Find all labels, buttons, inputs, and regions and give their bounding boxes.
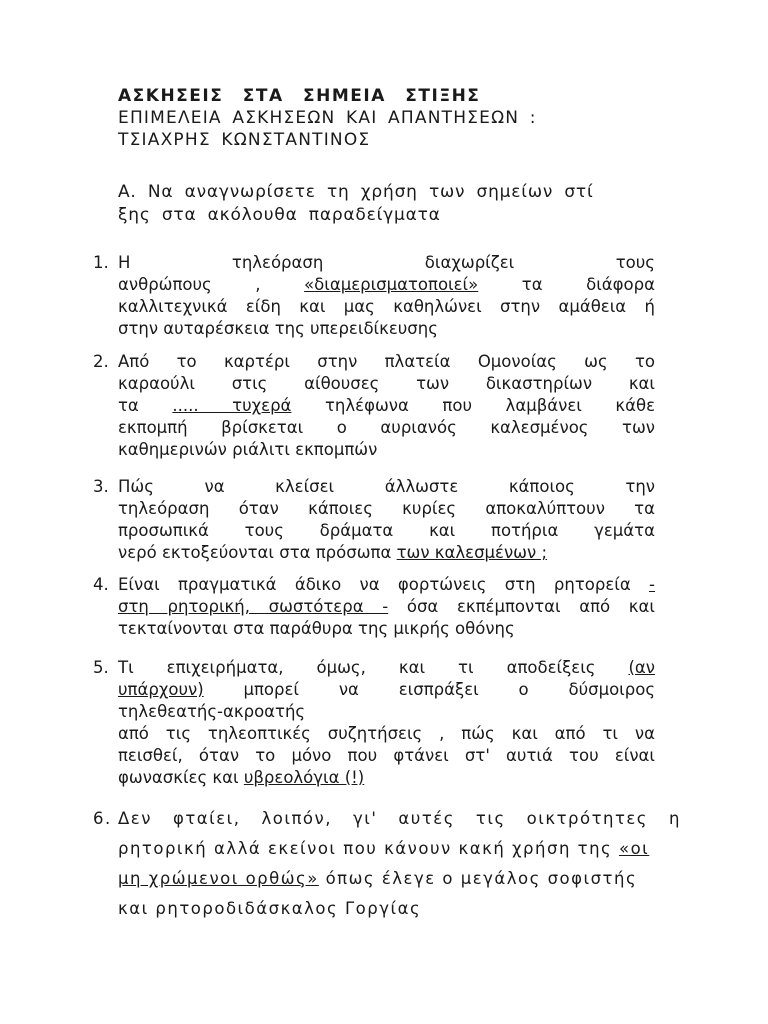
item-number: 3. — [93, 477, 109, 496]
exercise-item-6 — [93, 804, 681, 924]
underlined-phrase: μη χρώμενοι ορθώς» — [118, 869, 319, 888]
item-line: καθημερινών ριάλιτι εκπομπών — [118, 440, 378, 459]
item-line: νερό εκτοξεύονται στα πρόσωπα των καλεσμένων ; — [118, 543, 548, 562]
item-number: 2. — [93, 352, 109, 371]
item-line: καραούλι στις αίθουσες των δικαστηρίων και — [118, 374, 655, 393]
item-line: τηλεόραση όταν κάποιες κυρίες αποκαλύπτουν τα — [118, 499, 655, 518]
document-author: ΤΣΙΑΧΡΗΣ ΚΩΝΣΤΑΝΤΙΝΟΣ — [118, 130, 371, 150]
exercise-item-4 — [93, 574, 655, 640]
item-line: καλλιτεχνικά είδη και μας καθηλώνει στην αμάθεια ή — [118, 297, 655, 316]
underlined-phrase: «οι — [618, 839, 650, 858]
item-number: 1. — [93, 253, 109, 272]
document-title: ΑΣΚΗΣΕΙΣ ΣΤΑ ΣΗΜΕΙΑ ΣΤΙΞΗΣ — [118, 86, 481, 106]
item-line: μη χρώμενοι ορθώς» όπως έλεγε ο μεγάλος σοφιστής — [118, 869, 638, 888]
underlined-phrase: ..... τυχερά — [172, 396, 292, 415]
item-line: τεκταίνονται στα παράθυρα της μικρής οθόνης — [118, 619, 515, 638]
item-line: φωνασκίες και υβρεολόγια (!) — [118, 768, 365, 787]
item-line: Πώς να κλείσει άλλωστε κάποιος την — [118, 477, 655, 496]
item-line: από τις τηλεοπτικές συζητήσεις , πώς και από τι να — [118, 724, 655, 743]
item-line: τα ..... τυχερά τηλέφωνα που λαμβάνει κάθε — [118, 396, 655, 415]
item-line: Τι επιχειρήματα, όμως, και τι αποδείξεις (αν — [118, 658, 655, 677]
underlined-phrase: στη ρητορική, σωστότερα - — [118, 597, 389, 616]
item-line: υπάρχουν) μπορεί να εισπράξει ο δύσμοιρος — [118, 680, 655, 699]
intro-line-1: Α. Να αναγνωρίσετε τη χρήση των σημείων στί — [118, 182, 594, 202]
underlined-phrase: των καλεσμένων ; — [396, 543, 548, 562]
item-line: Δεν φταίει, λοιπόν, γι' αυτές τις οικτρότητες η — [118, 809, 681, 828]
exercise-item-1 — [93, 252, 655, 340]
underlined-phrase: (αν — [628, 658, 655, 677]
item-line: ανθρώπους , «διαμερισματοποιεί» τα διάφορα — [118, 275, 655, 294]
item-line: Είναι πραγματικά άδικο να φορτώνεις στη ρητορεία - — [118, 575, 655, 594]
document-subtitle: ΕΠΙΜΕΛΕΙΑ ΑΣΚΗΣΕΩΝ ΚΑΙ ΑΠΑΝΤΗΣΕΩΝ : — [118, 108, 537, 128]
item-number: 6. — [93, 809, 112, 828]
intro-line-2: ξης στα ακόλουθα παραδείγματα — [118, 205, 441, 225]
item-line: εκπομπή βρίσκεται ο αυριανός καλεσμένος των — [118, 418, 655, 437]
item-line: τηλεθεατής-ακροατής — [118, 702, 306, 721]
item-line: προσωπικά τους δράματα και ποτήρια γεμάτα — [118, 521, 655, 540]
item-line: ρητορική αλλά εκείνοι που κάνουν κακή χρήση της «οι — [118, 839, 650, 858]
underlined-phrase: «διαμερισματοποιεί» — [304, 275, 479, 294]
exercise-item-5 — [93, 657, 655, 789]
exercise-item-3 — [93, 476, 655, 564]
item-line: πεισθεί, όταν το μόνο που φτάνει στ' αυτιά του είναι — [118, 746, 655, 765]
underlined-phrase: υπάρχουν) — [118, 680, 204, 699]
exercise-item-2 — [93, 351, 655, 461]
item-number: 4. — [93, 575, 109, 594]
item-number: 5. — [93, 658, 109, 677]
item-line: στην αυταρέσκεια της υπερειδίκευσης — [118, 319, 438, 338]
item-line: Από το καρτέρι στην πλατεία Ομονοίας ως το — [118, 352, 655, 371]
item-line: Η τηλεόραση διαχωρίζει τους — [118, 253, 655, 272]
item-line: στη ρητορική, σωστότερα - όσα εκπέμπονται από και — [118, 597, 655, 616]
underlined-phrase: υβρεολόγια (!) — [243, 768, 365, 787]
item-line: και ρητοροδιδάσκαλος Γοργίας — [118, 899, 422, 918]
underlined-phrase: - — [649, 575, 655, 594]
